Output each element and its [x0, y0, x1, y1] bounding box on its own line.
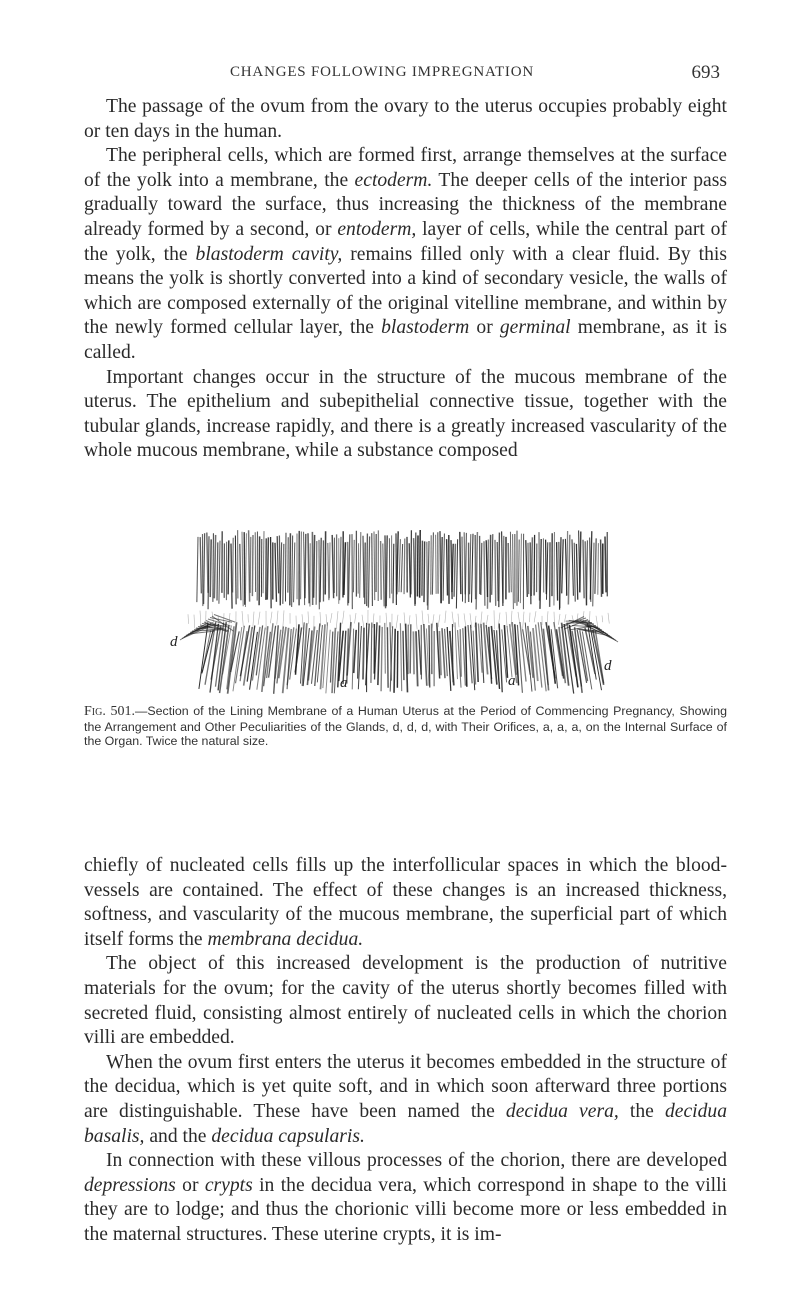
text-run: and the — [144, 1125, 212, 1147]
paragraph — [84, 95, 727, 144]
hatch-stroke — [385, 535, 386, 608]
paragraph — [84, 144, 727, 365]
hatch-stroke — [400, 623, 401, 691]
hatch-stroke — [595, 538, 596, 594]
hatch-stroke — [465, 626, 466, 686]
hatch-stroke — [396, 615, 398, 628]
italic-term: membrana decidua. — [207, 928, 364, 950]
hatch-stroke — [454, 544, 455, 597]
hatch-stroke — [340, 537, 341, 600]
hatch-stroke — [518, 612, 520, 624]
hatch-stroke — [329, 542, 330, 598]
hatch-stroke — [424, 541, 425, 602]
hatch-stroke — [447, 539, 448, 595]
hatch-stroke — [372, 533, 373, 606]
hatch-stroke — [568, 535, 569, 605]
hatch-stroke — [214, 535, 215, 598]
text-run: When the ovum first enters the uterus it becomes embedded in the structure of the decidua, which is yet quite soft, and in which soon afterward three portions are distinguishable. These have been named the — [84, 1051, 727, 1122]
hatch-stroke — [593, 543, 594, 607]
hatch-stroke — [358, 622, 359, 678]
hatch-stroke — [576, 544, 577, 600]
figure-label-d-left: d — [170, 634, 178, 650]
hatch-stroke — [330, 613, 332, 623]
figure-caption — [84, 704, 727, 749]
hatch-stroke — [360, 532, 361, 598]
hatch-stroke — [332, 535, 333, 598]
hatch-stroke — [204, 533, 205, 604]
hatch-stroke — [305, 534, 306, 598]
hatch-stroke — [481, 543, 482, 595]
hatch-stroke — [499, 533, 500, 608]
hatch-stroke — [598, 543, 599, 595]
hatch-stroke — [219, 541, 220, 604]
hatch-stroke — [413, 631, 414, 674]
hatch-stroke — [484, 541, 485, 606]
hatch-stroke — [547, 542, 548, 599]
hatch-stroke — [328, 543, 329, 600]
hatch-stroke — [504, 625, 507, 678]
hatch-stroke — [316, 541, 317, 605]
hatch-stroke — [590, 531, 591, 599]
hatch-stroke — [378, 625, 380, 685]
text-run: in the decidua vera, which correspond in shape to the villi they are to lodge; and thus the chorionic villi become more or less embedded in the maternal structures. These uterine crypts, it is im- — [84, 1174, 727, 1245]
hatch-stroke — [194, 615, 195, 628]
hatch-stroke — [348, 534, 349, 603]
illustration-strokes — [180, 530, 618, 694]
hatch-stroke — [464, 613, 466, 626]
hatch-stroke — [526, 540, 527, 597]
italic-term: decidua capsularis. — [211, 1125, 365, 1147]
hatch-stroke — [422, 611, 423, 625]
hatch-stroke — [608, 613, 609, 624]
italic-term: blastoderm — [381, 317, 470, 339]
hatch-stroke — [419, 630, 421, 675]
hatch-stroke — [342, 611, 344, 624]
hatch-stroke — [381, 627, 382, 691]
hatch-stroke — [242, 532, 243, 607]
hatch-stroke — [250, 537, 251, 593]
hatch-stroke — [432, 532, 433, 594]
hatch-stroke — [486, 615, 488, 625]
hatch-stroke — [301, 531, 302, 599]
hatch-stroke — [386, 613, 387, 630]
hatch-stroke — [574, 543, 575, 602]
text-run: layer of cells, while the central part of the yolk, the — [84, 218, 727, 265]
hatch-stroke — [546, 540, 547, 594]
hatch-stroke — [235, 536, 236, 605]
hatch-stroke — [374, 531, 375, 600]
hatch-stroke — [200, 537, 201, 593]
hatch-stroke — [416, 631, 418, 686]
hatch-stroke — [285, 533, 286, 602]
hatch-stroke — [534, 535, 535, 596]
hatch-stroke — [271, 537, 272, 608]
running-head: CHANGES FOLLOWING IMPREGNATION — [230, 64, 534, 80]
hatch-stroke — [445, 611, 446, 623]
hatch-stroke — [399, 539, 400, 592]
hatch-stroke — [441, 537, 442, 603]
hatch-stroke — [557, 542, 558, 601]
hatch-stroke — [308, 533, 309, 603]
hatch-stroke — [487, 539, 488, 608]
hatch-stroke — [513, 534, 514, 609]
text-run: Important changes occur in the structure of the mucous membrane of the uterus. The epithelium and subepithelial connective tissue, together with the tubular glands, increase rapidly, and there is a greatly increased vascularity of the whole mucous membrane, while a substance composed — [84, 366, 727, 462]
caption-label: Fig. 501. — [84, 704, 135, 719]
italic-term: crypts — [204, 1174, 253, 1196]
hatch-stroke — [383, 544, 384, 607]
hatch-stroke — [436, 535, 437, 594]
hatch-stroke — [523, 612, 524, 629]
paragraph — [84, 952, 727, 1050]
hatch-stroke — [277, 611, 278, 625]
hatch-stroke — [510, 532, 511, 593]
hatch-stroke — [280, 542, 281, 605]
hatch-stroke — [518, 539, 519, 601]
hatch-stroke — [188, 614, 189, 624]
hatch-stroke — [562, 539, 563, 593]
hatch-stroke — [438, 614, 440, 627]
hatch-stroke — [528, 543, 529, 594]
hatch-stroke — [371, 623, 372, 683]
hatch-stroke — [352, 629, 353, 690]
hatch-stroke — [368, 536, 369, 607]
hatch-stroke — [270, 612, 272, 624]
hatch-stroke — [452, 544, 453, 592]
hatch-stroke — [420, 530, 421, 598]
hatch-stroke — [536, 625, 542, 688]
paragraph — [84, 854, 727, 952]
paragraph — [84, 1051, 727, 1149]
hatch-stroke — [443, 533, 444, 600]
hatch-stroke — [283, 544, 284, 604]
italic-term: ectoderm. — [354, 169, 433, 191]
hatch-stroke — [397, 531, 398, 594]
italic-term: decidua vera, — [505, 1100, 619, 1122]
text-run: In connection with these villous processes of the chorion, there are developed — [106, 1150, 727, 1172]
hatch-stroke — [320, 538, 321, 602]
hatch-stroke — [458, 614, 459, 628]
hatch-stroke — [387, 627, 388, 687]
hatch-stroke — [294, 543, 295, 603]
hatch-stroke — [411, 530, 412, 594]
hatch-stroke — [213, 533, 214, 602]
hatch-stroke — [290, 533, 291, 605]
hatch-stroke — [217, 542, 218, 600]
paragraph — [84, 1149, 727, 1247]
hatch-stroke — [410, 624, 411, 673]
hatch-stroke — [497, 542, 498, 601]
hatch-stroke — [277, 536, 278, 593]
text-run: remains filled only with a clear fluid. By this means the yolk is shortly converted into a kind of secondary vesicle, the walls of which are composed externally of the original vitelline membrane, and within by the newly formed cellular layer, the — [84, 243, 727, 339]
hatch-stroke — [417, 535, 418, 596]
italic-term: depressions — [84, 1174, 176, 1196]
hatch-stroke — [602, 615, 603, 622]
hatch-stroke — [605, 536, 606, 592]
hatch-stroke — [326, 614, 327, 626]
hatch-stroke — [428, 541, 429, 610]
hatch-stroke — [583, 540, 584, 599]
hatch-stroke — [244, 532, 245, 605]
hatch-stroke — [415, 532, 416, 604]
hatch-stroke — [534, 611, 536, 622]
hatch-stroke — [508, 543, 509, 593]
hatch-stroke — [456, 539, 457, 608]
hatch-stroke — [547, 611, 548, 625]
text-run: The passage of the ovum from the ovary to the uterus occupies probably eight or ten days in the human. — [84, 96, 727, 142]
hatch-stroke — [476, 623, 478, 682]
hatch-stroke — [476, 532, 477, 609]
hatch-stroke — [252, 535, 253, 596]
text-run: the — [618, 1100, 665, 1122]
hatch-stroke — [429, 625, 430, 687]
hatch-stroke — [240, 544, 241, 600]
italic-term: germinal — [499, 317, 571, 339]
hatch-stroke — [506, 612, 507, 627]
italic-term: decidua basalis, — [84, 1100, 727, 1147]
hatch-stroke — [314, 535, 315, 598]
hatch-stroke — [460, 532, 461, 594]
hatch-stroke — [470, 534, 471, 594]
italic-term: entoderm, — [337, 218, 417, 240]
hatch-stroke — [362, 615, 364, 628]
hatch-stroke — [540, 539, 541, 609]
hatch-stroke — [249, 530, 250, 601]
hatch-stroke — [520, 534, 521, 604]
hatch-stroke — [228, 540, 229, 594]
hatch-stroke — [236, 626, 245, 683]
text-run: or — [469, 317, 500, 339]
uterine-lining-illustration — [168, 522, 630, 700]
hatch-stroke — [355, 613, 356, 623]
hatch-stroke — [465, 533, 466, 603]
hatch-stroke — [567, 531, 568, 596]
hatch-stroke — [253, 612, 254, 629]
text-run: chiefly of nucleated cells fills up the interfollicular spaces in which the blood-vessels are contained. The effect of these changes is an increased thickness, softness, and vascularity of the mucous membrane, the superficial part of which itself forms the — [84, 855, 727, 950]
hatch-stroke — [197, 537, 198, 602]
text-run: The object of this increased development is the production of nutritive materials for the ovum; for the cavity of the uterus shortly becomes filled with secreted fluid, consisting almost entirely of nucleated cells in which the chorion villi are embedded. — [84, 953, 727, 1049]
figure-label-a-right: a — [508, 673, 516, 689]
hatch-stroke — [231, 544, 232, 609]
hatch-stroke — [452, 624, 453, 682]
hatch-stroke — [428, 614, 429, 624]
hatch-stroke — [367, 534, 368, 607]
hatch-stroke — [587, 540, 588, 605]
hatch-stroke — [495, 540, 496, 606]
hatch-stroke — [381, 541, 382, 600]
hatch-stroke — [503, 536, 504, 603]
hatch-stroke — [263, 531, 264, 593]
hatch-stroke — [492, 534, 493, 595]
hatch-stroke — [596, 616, 598, 628]
italic-term: blastoderm cavity, — [195, 243, 343, 265]
hatch-stroke — [401, 544, 402, 592]
hatch-stroke — [406, 624, 408, 693]
hatch-stroke — [308, 611, 309, 623]
hatch-stroke — [363, 628, 364, 680]
figure-label-d-right: d — [604, 658, 612, 674]
hatch-stroke — [302, 614, 303, 630]
hatch-stroke — [416, 614, 417, 630]
hatch-stroke — [394, 629, 395, 693]
hatch-stroke — [601, 540, 602, 597]
paragraph — [84, 366, 727, 464]
page-number: 693 — [691, 62, 720, 83]
uterus-section-figure — [168, 522, 630, 700]
body-text-bottom — [84, 854, 727, 1248]
hatch-stroke — [580, 531, 581, 592]
figure-label-a-left: a — [340, 675, 348, 691]
caption-text: —Section of the Lining Membrane of a Human Uterus at the Period of Commencing Pregnancy, Showing the Arrangement and Other Peculiarities of the Glands, d, d, d, with Their Orifices, a, a, a, on the Internal Surface of the Organ. Twice the natural size. — [84, 704, 727, 749]
hatch-stroke — [427, 542, 428, 606]
hatch-stroke — [208, 536, 209, 609]
hatch-stroke — [363, 536, 364, 598]
hatch-stroke — [572, 539, 573, 595]
hatch-stroke — [558, 614, 560, 625]
hatch-stroke — [462, 537, 463, 602]
text-run: membrane, as it is called. — [84, 317, 727, 363]
text-run: The peripheral cells, which are formed first, arrange themselves at the surface of the yolk into a membrane, the — [84, 145, 727, 191]
hatch-stroke — [292, 536, 293, 607]
hatch-stroke — [283, 610, 284, 628]
hatch-stroke — [460, 629, 461, 677]
page-header — [120, 62, 720, 86]
hatch-stroke — [386, 535, 387, 606]
hatch-stroke — [481, 624, 484, 683]
hatch-stroke — [242, 611, 243, 627]
hatch-stroke — [595, 631, 603, 683]
text-run: or — [175, 1174, 205, 1196]
hatch-stroke — [354, 630, 356, 673]
hatch-stroke — [409, 615, 410, 625]
hatch-stroke — [267, 537, 268, 599]
hatch-stroke — [472, 534, 473, 603]
hatch-stroke — [258, 612, 260, 625]
hatch-stroke — [233, 538, 234, 593]
hatch-stroke — [404, 539, 405, 595]
text-run: The deeper cells of the interior pass gradually toward the surface, thus increasing the thickness of the membrane already formed by a second, or — [84, 169, 727, 240]
hatch-stroke — [409, 543, 410, 597]
hatch-stroke — [210, 539, 211, 597]
hatch-stroke — [275, 543, 276, 602]
hatch-stroke — [531, 537, 532, 596]
hatch-stroke — [336, 611, 338, 629]
body-text-top — [84, 95, 727, 464]
hatch-stroke — [403, 631, 404, 680]
hatch-stroke — [353, 540, 354, 592]
hatch-stroke — [393, 544, 394, 604]
hatch-stroke — [245, 533, 246, 607]
hatch-stroke — [560, 537, 561, 610]
hatch-stroke — [344, 542, 345, 595]
